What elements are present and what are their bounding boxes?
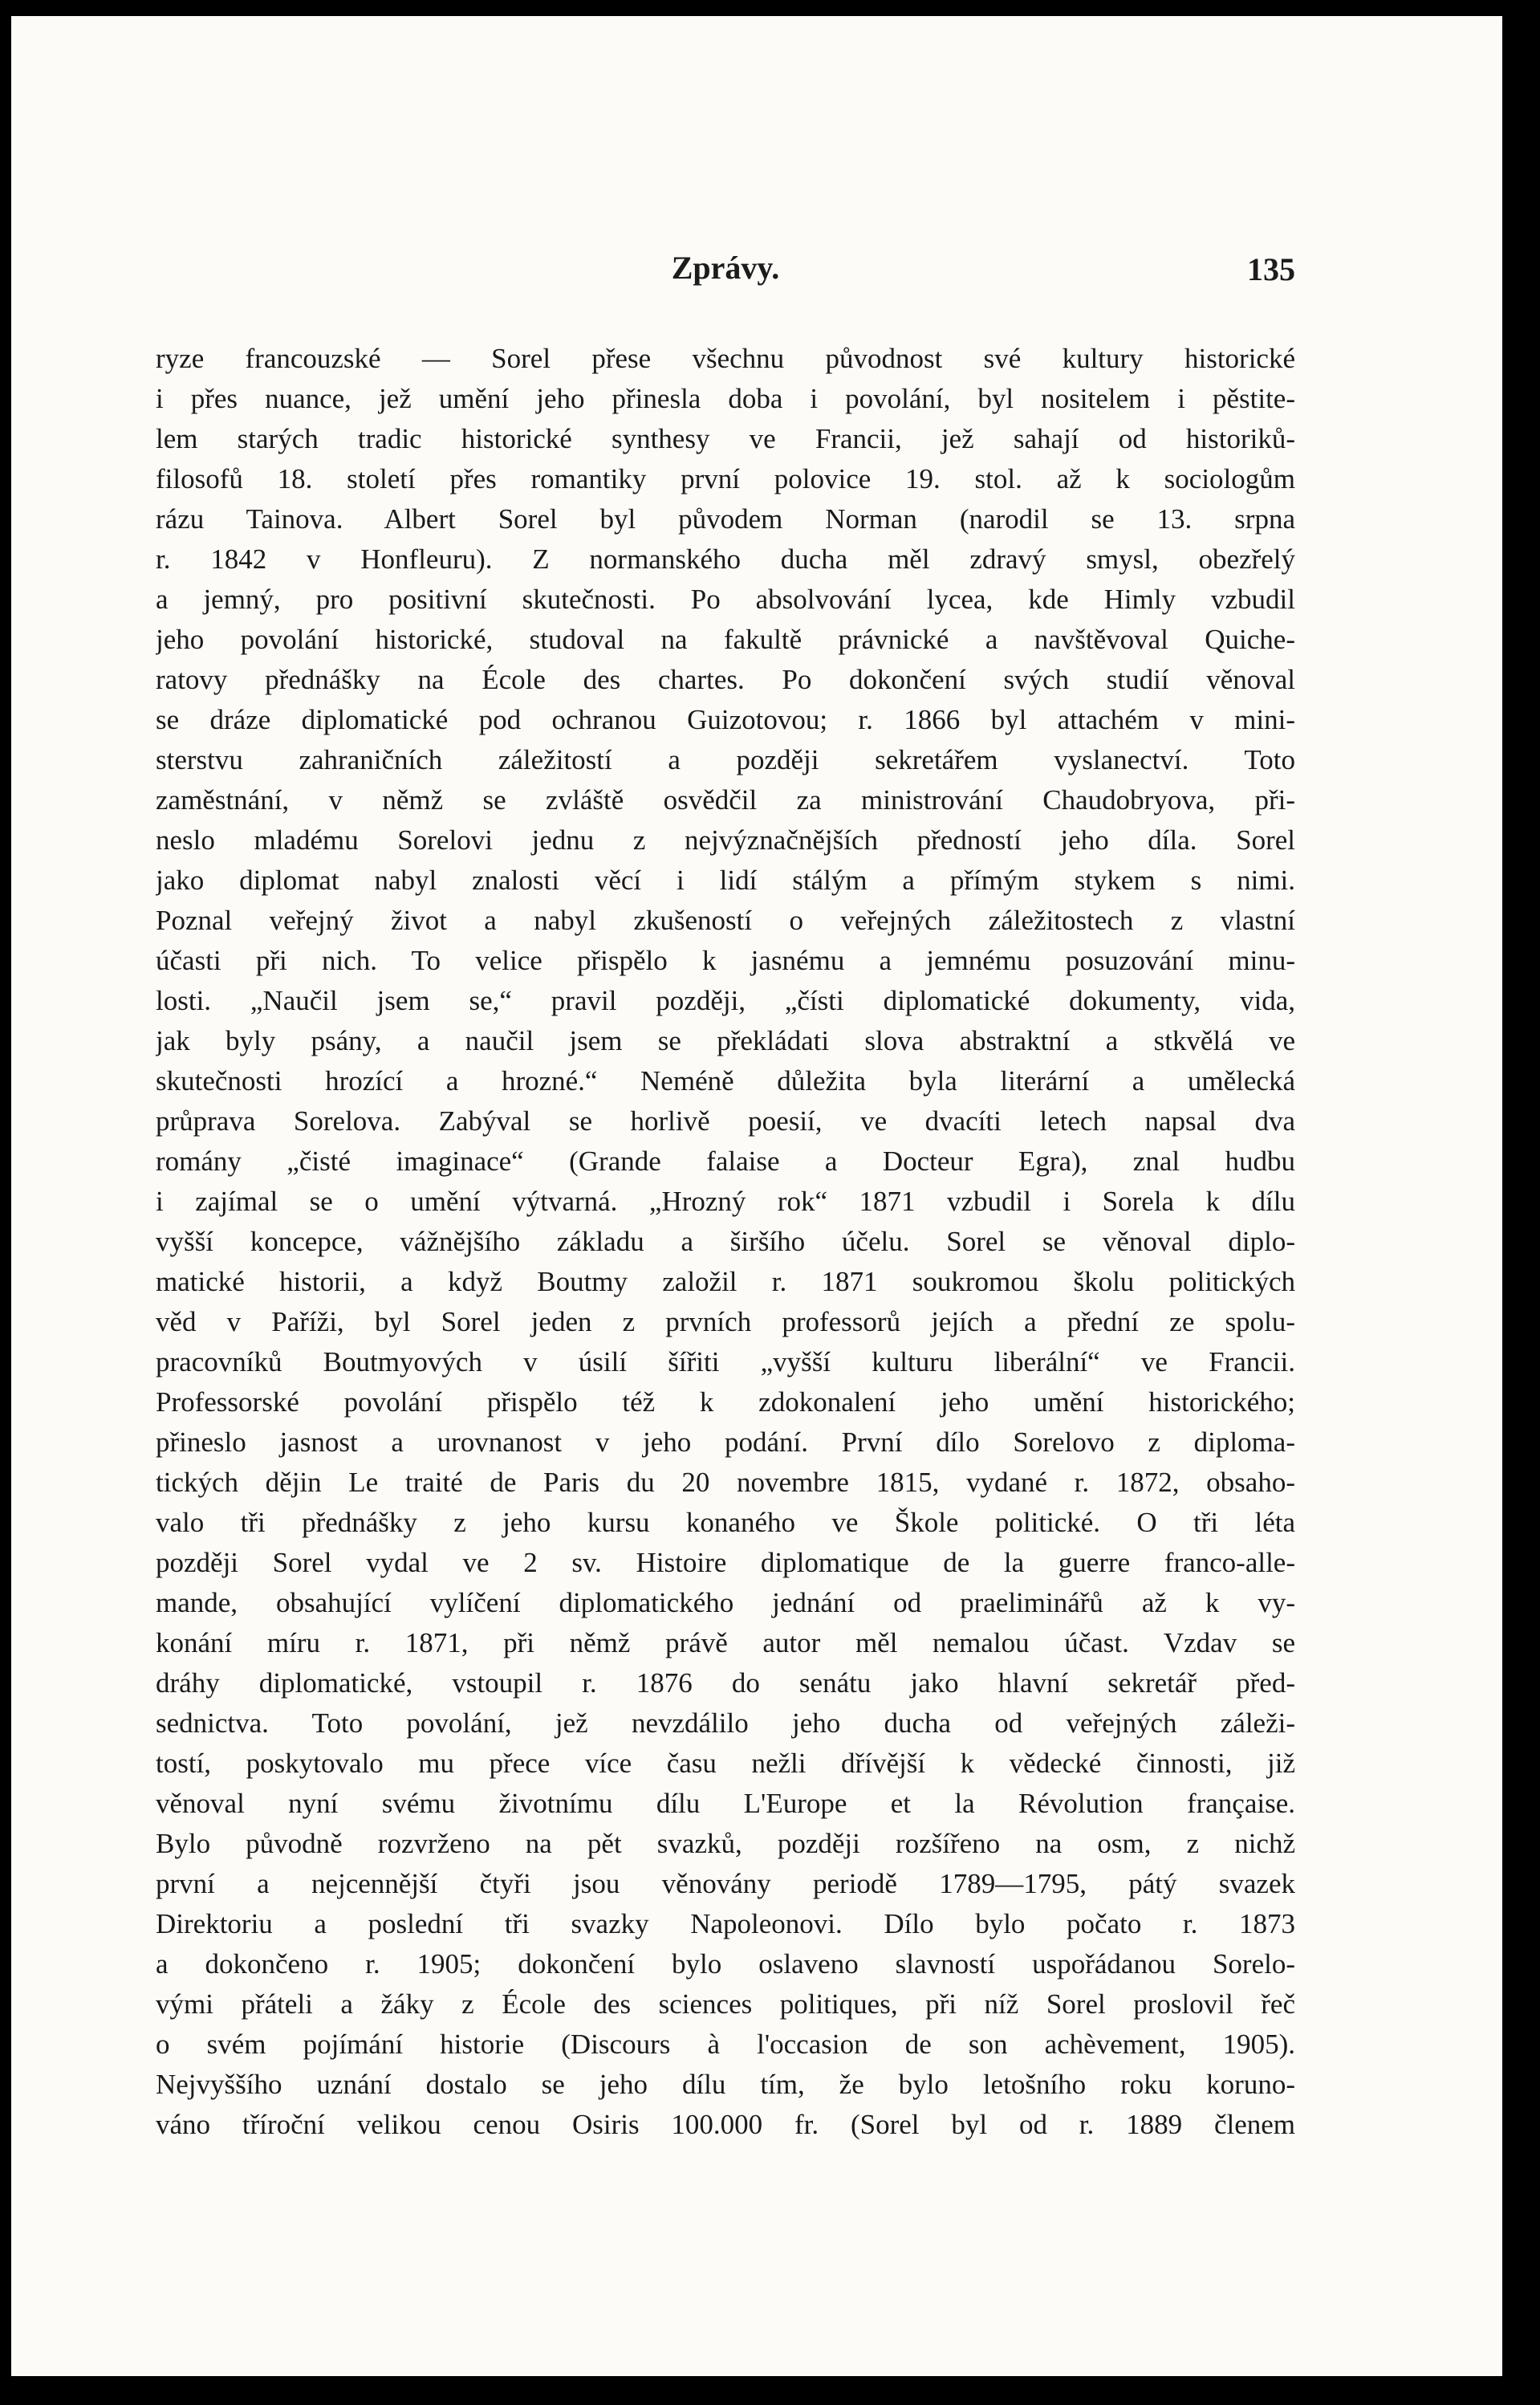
text-line: o svém pojímání historie (Discours à l'occasion de son achèvement, 1905). — [156, 2029, 1295, 2060]
text-line: sterstvu zahraničních záležitostí a později sekretářem vyslanectví. Toto — [156, 744, 1295, 775]
page-header — [156, 249, 1295, 297]
text-line: filosofů 18. století přes romantiky první polovice 19. stol. až k sociologům — [156, 463, 1295, 494]
text-line: rázu Tainova. Albert Sorel byl původem Norman (narodil se 13. srpna — [156, 503, 1295, 535]
body-text — [156, 339, 1295, 2145]
text-line: Professorské povolání přispělo též k zdokonalení jeho umění historického; — [156, 1386, 1295, 1418]
text-line: Direktoriu a poslední tři svazky Napoleonovi. Dílo bylo počato r. 1873 — [156, 1908, 1295, 1939]
text-line: vyšší koncepce, vážnějšího základu a širšího účelu. Sorel se věnoval diplo- — [156, 1226, 1295, 1257]
text-line: i zajímal se o umění výtvarná. „Hrozný rok“ 1871 vzbudil i Sorela k dílu — [156, 1186, 1295, 1217]
text-line: jeho povolání historické, studoval na fakultě právnické a navštěvoval Quiche- — [156, 624, 1295, 655]
text-line: losti. „Naučil jsem se,“ pravil později, „čísti diplomatické dokumenty, vida, — [156, 985, 1295, 1016]
text-line: Bylo původně rozvrženo na pět svazků, později rozšířeno na osm, z nichž — [156, 1828, 1295, 1859]
text-line: Nejvyššího uznání dostalo se jeho dílu tím, že bylo letošního roku koruno- — [156, 2069, 1295, 2100]
text-line: ryze francouzské — Sorel přese všechnu původnost své kultury historické — [156, 343, 1295, 374]
text-line: skutečnosti hrozící a hrozné.“ Neméně důležita byla literární a umělecká — [156, 1065, 1295, 1097]
text-line: a dokončeno r. 1905; dokončení bylo oslaveno slavností uspořádanou Sorelo- — [156, 1948, 1295, 1980]
text-line: matické historii, a když Boutmy založil r. 1871 soukromou školu politických — [156, 1266, 1295, 1297]
text-line: konání míru r. 1871, při němž právě autor měl nemalou účast. Vzdav se — [156, 1627, 1295, 1658]
page-number: 135 — [1247, 251, 1295, 287]
text-line: vými přáteli a žáky z École des sciences politiques, při níž Sorel proslovil řeč — [156, 1988, 1295, 2020]
text-line: zaměstnání, v němž se zvláště osvědčil za ministrování Chaudobryova, při- — [156, 784, 1295, 816]
text-line: účasti při nich. To velice přispělo k jasnému a jemnému posuzování minu- — [156, 945, 1295, 976]
text-line: tostí, poskytovalo mu přece více času nežli dřívější k vědecké činnosti, již — [156, 1748, 1295, 1779]
text-line: neslo mladému Sorelovi jednu z nejvýznačnějších předností jeho díla. Sorel — [156, 824, 1295, 856]
text-line: jako diplomat nabyl znalosti věcí i lidí stálým a přímým stykem s nimi. — [156, 865, 1295, 896]
text-line: jak byly psány, a naučil jsem se překládati slova abstraktní a stkvělá ve — [156, 1025, 1295, 1056]
text-line: později Sorel vydal ve 2 sv. Histoire diplomatique de la guerre franco-alle- — [156, 1547, 1295, 1578]
text-line: r. 1842 v Honfleuru). Z normanského ducha měl zdravý smysl, obezřelý — [156, 543, 1295, 575]
text-line: se dráze diplomatické pod ochranou Guizotovou; r. 1866 byl attachém v mini- — [156, 704, 1295, 735]
text-line: dráhy diplomatické, vstoupil r. 1876 do senátu jako hlavní sekretář před- — [156, 1667, 1295, 1699]
text-line: Poznal veřejný život a nabyl zkušeností o veřejných záležitostech z vlastní — [156, 905, 1295, 936]
text-line: lem starých tradic historické synthesy ve Francii, jež sahají od historiků- — [156, 423, 1295, 454]
book-page — [11, 16, 1502, 2376]
text-line: sednictva. Toto povolání, jež nevzdálilo jeho ducha od veřejných záleži- — [156, 1707, 1295, 1739]
text-line: i přes nuance, jež umění jeho přinesla doba i povolání, byl nositelem i pěstite- — [156, 383, 1295, 414]
text-line: a jemný, pro positivní skutečnosti. Po absolvování lycea, kde Himly vzbudil — [156, 584, 1295, 615]
text-line: přineslo jasnost a urovnanost v jeho podání. První dílo Sorelovo z diploma- — [156, 1426, 1295, 1458]
text-line: pracovníků Boutmyových v úsilí šířiti „vyšší kulturu liberální“ ve Francii. — [156, 1346, 1295, 1377]
text-line: tických dějin Le traité de Paris du 20 novembre 1815, vydané r. 1872, obsaho- — [156, 1467, 1295, 1498]
text-line: průprava Sorelova. Zabýval se horlivě poesií, ve dvacíti letech napsal dva — [156, 1105, 1295, 1137]
text-line: první a nejcennější čtyři jsou věnovány periodě 1789—1795, pátý svazek — [156, 1868, 1295, 1899]
text-line: mande, obsahující vylíčení diplomatického jednání od praeliminářů až k vy- — [156, 1587, 1295, 1618]
text-line: valo tři přednášky z jeho kursu konaného ve Škole politické. O tři léta — [156, 1507, 1295, 1538]
text-line: věd v Paříži, byl Sorel jeden z prvních professorů jejích a přední ze spolu- — [156, 1306, 1295, 1337]
running-title: Zprávy. — [671, 250, 780, 286]
text-line: ratovy přednášky na École des chartes. Po dokončení svých studií věnoval — [156, 664, 1295, 695]
text-line: věnoval nyní svému životnímu dílu L'Europe et la Révolution française. — [156, 1788, 1295, 1819]
text-line: romány „čisté imaginace“ (Grande falaise a Docteur Egra), znal hudbu — [156, 1146, 1295, 1177]
text-line: váno tříroční velikou cenou Osiris 100.000 fr. (Sorel byl od r. 1889 členem — [156, 2109, 1295, 2140]
